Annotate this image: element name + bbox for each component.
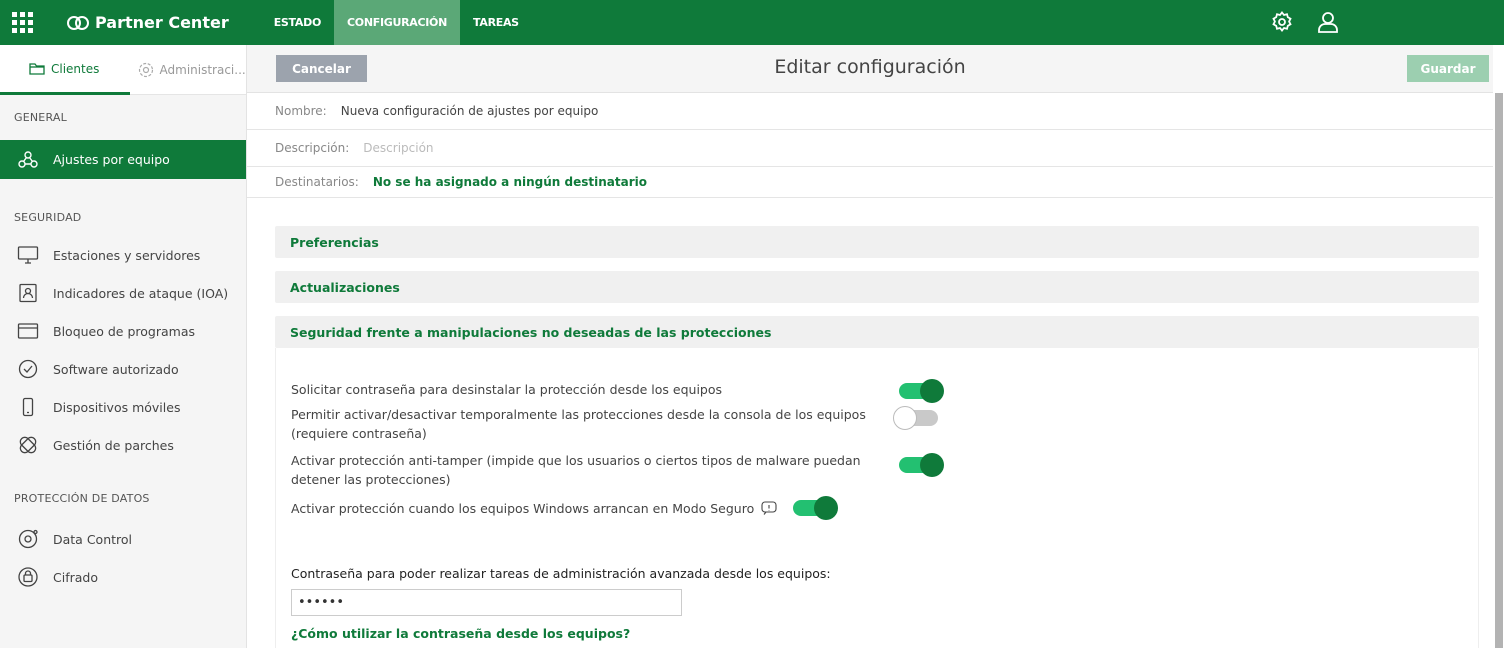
sidebar-item-software[interactable] xyxy=(0,350,246,388)
sidebar-item-data-control[interactable] xyxy=(0,520,246,558)
window-icon xyxy=(17,320,39,342)
data-control-icon xyxy=(17,528,39,550)
name-field[interactable]: Nueva configuración de ajustes por equipo xyxy=(340,104,599,118)
recipients-label: Destinatarios: xyxy=(275,175,359,189)
brand[interactable] xyxy=(67,13,229,32)
password-label: Contraseña para poder realizar tareas de administración avanzada desde los equipos: xyxy=(291,566,831,581)
sidebar-item-label: Ajustes por equipo xyxy=(53,152,170,167)
sidebar-item-label: Dispositivos móviles xyxy=(53,399,181,415)
top-bar xyxy=(0,0,1504,45)
monitor-icon xyxy=(17,244,39,266)
sidebar-item-label: Estaciones y servidores xyxy=(53,247,201,263)
patch-icon xyxy=(17,434,39,456)
sidebar-item-label: Software autorizado xyxy=(53,361,179,377)
admin-gear-icon xyxy=(138,62,154,78)
recipients-link[interactable]: No se ha asignado a ningún destinatario xyxy=(372,175,647,189)
sidebar-item-ajustes-por-equipo[interactable] xyxy=(0,140,246,179)
section-proteccion-datos: PROTECCIÓN DE DATOS xyxy=(14,492,150,505)
sidebar-item-label: Gestión de parches xyxy=(53,437,174,453)
sidebar-item-label: Data Control xyxy=(53,531,133,547)
brand-name: Partner Center xyxy=(95,13,229,32)
panel-actualizaciones[interactable]: Actualizaciones xyxy=(275,271,1479,303)
sidebar-item-moviles[interactable] xyxy=(0,388,246,426)
device-settings-icon xyxy=(17,149,39,171)
folder-icon xyxy=(29,62,45,75)
save-button[interactable]: Guardar xyxy=(1407,55,1489,82)
panel-tamper xyxy=(275,316,1479,648)
scrollbar[interactable] xyxy=(1493,93,1504,648)
tab-clientes-label: Clientes xyxy=(51,61,100,76)
ioa-icon xyxy=(17,282,39,304)
tab-administracion[interactable] xyxy=(130,45,246,95)
cancel-button[interactable]: Cancelar xyxy=(276,55,367,82)
sidebar-item-estaciones[interactable] xyxy=(0,236,246,274)
toggle-safe-mode[interactable] xyxy=(793,500,835,516)
sidebar-item-ioa[interactable] xyxy=(0,274,246,312)
password-help-link[interactable]: ¿Cómo utilizar la contraseña desde los equipos? xyxy=(291,626,631,641)
sidebar-item-parches[interactable] xyxy=(0,426,246,464)
apps-grid-icon[interactable] xyxy=(0,0,45,45)
main-nav xyxy=(261,0,532,45)
settings-gear-icon[interactable] xyxy=(1270,10,1294,34)
nav-configuracion[interactable]: CONFIGURACIÓN xyxy=(334,0,460,45)
brand-logo-icon xyxy=(67,16,89,30)
option-label: Activar protección cuando los equipos Windows arrancan en Modo Seguro xyxy=(291,500,755,516)
description-row xyxy=(247,130,1493,167)
option-safe-mode xyxy=(291,496,1478,520)
panel-tamper-header[interactable]: Seguridad frente a manipulaciones no deseadas de las protecciones xyxy=(275,316,1479,348)
toolbar xyxy=(247,45,1493,93)
main-content xyxy=(247,45,1493,648)
info-icon[interactable] xyxy=(761,501,777,515)
encryption-icon xyxy=(17,566,39,588)
section-general: GENERAL xyxy=(14,111,67,124)
name-row xyxy=(247,93,1493,130)
option-uninstall-password xyxy=(291,380,1478,402)
option-anti-tamper xyxy=(291,451,1478,494)
description-label: Descripción: xyxy=(275,141,350,155)
scrollbar-thumb[interactable] xyxy=(1495,93,1503,648)
sidebar-item-label: Indicadores de ataque (IOA) xyxy=(53,285,229,301)
nav-estado[interactable]: ESTADO xyxy=(273,16,321,29)
option-label: Permitir activar/desactivar temporalmente las protecciones desde la consola de los equipos (requiere contraseña) xyxy=(291,407,866,441)
recipients-row xyxy=(247,167,1493,198)
description-field[interactable]: Descripción xyxy=(363,141,434,155)
nav-tareas[interactable]: TAREAS xyxy=(473,16,519,29)
name-label: Nombre: xyxy=(275,104,327,118)
section-seguridad: SEGURIDAD xyxy=(14,211,82,224)
tab-clientes[interactable] xyxy=(0,45,130,95)
user-icon[interactable] xyxy=(1316,10,1340,34)
panel-preferencias[interactable]: Preferencias xyxy=(275,226,1479,258)
toggle-anti-tamper[interactable] xyxy=(899,457,941,473)
tab-administracion-label: Administraci... xyxy=(159,63,246,77)
sidebar-item-label: Cifrado xyxy=(53,569,98,585)
sidebar-item-cifrado[interactable] xyxy=(0,558,246,596)
toggle-uninstall-password[interactable] xyxy=(899,383,941,399)
option-label: Solicitar contraseña para desinstalar la protección desde los equipos xyxy=(291,382,723,397)
sidebar xyxy=(0,45,247,648)
check-circle-icon xyxy=(17,358,39,380)
mobile-icon xyxy=(17,396,39,418)
sidebar-item-label: Bloqueo de programas xyxy=(53,323,195,339)
password-input[interactable] xyxy=(291,589,682,616)
toggle-temp-disable[interactable] xyxy=(896,410,938,426)
panel-tamper-body xyxy=(275,348,1479,648)
sidebar-item-bloqueo[interactable] xyxy=(0,312,246,350)
option-temp-disable xyxy=(291,405,1478,448)
option-label: Activar protección anti-tamper (impide que los usuarios o ciertos tipos de malware puedan detener las protecciones) xyxy=(291,453,861,487)
page-title: Editar configuración xyxy=(774,56,966,78)
